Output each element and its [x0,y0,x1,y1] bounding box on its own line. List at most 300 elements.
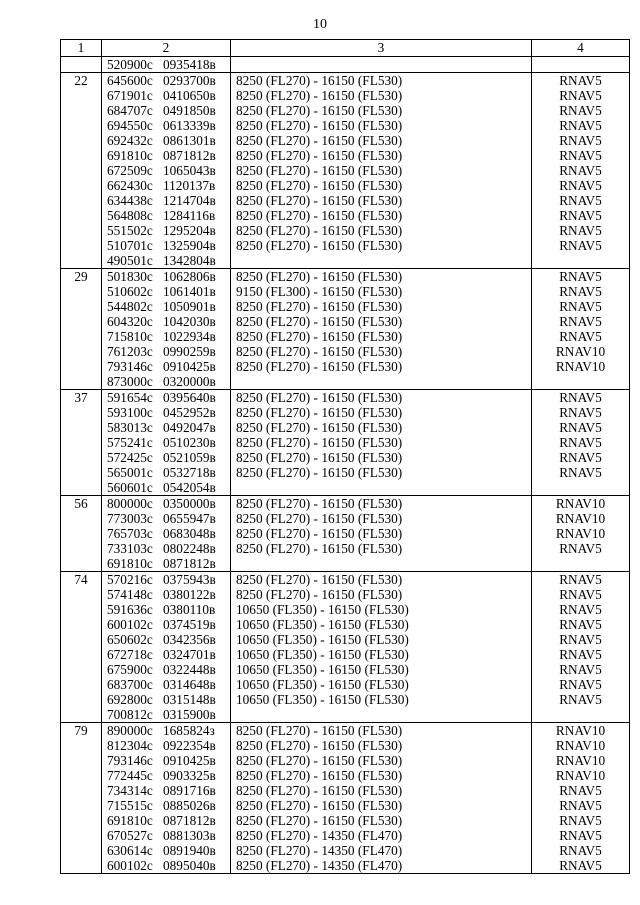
latitude: 630614с [107,843,153,858]
route-number [61,57,101,72]
latitude: 501830с [107,269,153,284]
flight-level-range: 8250 (FL270) - 16150 (FL530) [236,329,403,344]
latitude: 765703с [107,526,153,541]
coordinate-line [102,223,230,238]
nav-spec: RNAV5 [559,813,602,828]
coordinate-line [102,813,230,828]
flight-level-range: 8250 (FL270) - 16150 (FL530) [236,541,403,556]
nav-spec: RNAV5 [559,208,602,223]
coordinate-line [102,253,230,268]
latitude: 773003с [107,511,153,526]
coordinate-line [102,178,230,193]
flight-level-range: 8250 (FL270) - 16150 (FL530) [236,133,403,148]
longitude: 1120137в [163,178,216,193]
latitude: 490501с [107,253,153,268]
route-number-cell [61,57,102,73]
latitude: 761203с [107,344,153,359]
header-row [61,40,630,57]
route-number-cell [61,496,102,572]
coordinate-line [102,359,230,374]
longitude: 1061401в [163,284,216,299]
longitude: 0315148в [163,692,216,707]
flight-level-range: 8250 (FL270) - 16150 (FL530) [236,723,403,738]
flight-level-range: 8250 (FL270) - 16150 (FL530) [236,753,403,768]
coordinate-line [102,208,230,223]
flight-level-range [231,707,531,722]
flight-level-range: 8250 (FL270) - 16150 (FL530) [236,178,403,193]
latitude: 645600с [107,73,153,88]
longitude: 0903325в [163,768,216,783]
coordinate-line [102,828,230,843]
coordinate-line [102,858,230,873]
header-col-3: 3 [231,40,532,57]
coordinates-cell [102,723,231,874]
route-group-row [61,496,630,572]
coordinate-line [102,314,230,329]
nav-spec: RNAV5 [559,163,602,178]
route-group-row [61,572,630,723]
latitude: 692432с [107,133,153,148]
latitude: 574148с [107,587,153,602]
route-group-row [61,723,630,874]
coordinate-line [102,723,230,738]
coordinate-line [102,299,230,314]
flight-level-range: 8250 (FL270) - 16150 (FL530) [236,405,403,420]
coordinate-line [102,511,230,526]
nav-spec: RNAV5 [559,118,602,133]
latitude: 551502с [107,223,153,238]
longitude: 0320000в [163,374,216,389]
latitude: 544802с [107,299,153,314]
nav-spec: RNAV10 [555,753,606,768]
nav-spec: RNAV10 [555,511,606,526]
route-group-row [61,57,630,73]
nav-spec: RNAV5 [559,133,602,148]
coordinate-line [102,843,230,858]
latitude: 510701с [107,238,153,253]
flight-levels-cell [231,269,532,390]
longitude: 0922354в [163,738,216,753]
coordinates-cell [102,269,231,390]
longitude: 0380122в [163,587,216,602]
nav-spec: RNAV5 [559,843,602,858]
flight-level-range: 8250 (FL270) - 16150 (FL530) [236,572,403,587]
flight-level-range: 8250 (FL270) - 16150 (FL530) [236,269,403,284]
route-table [60,39,630,874]
route-group-row [61,269,630,390]
nav-spec: RNAV5 [559,178,602,193]
longitude: 0990259в [163,344,216,359]
nav-spec: RNAV5 [559,223,602,238]
coordinate-line [102,662,230,677]
flight-level-range: 8250 (FL270) - 14350 (FL470) [236,858,403,873]
route-group-row [61,73,630,269]
latitude: 510602с [107,284,153,299]
route-number-cell [61,572,102,723]
nav-spec [532,556,629,571]
latitude: 692800с [107,692,153,707]
longitude: 1342804в [163,253,216,268]
latitude: 734314с [107,783,153,798]
longitude: 0895040в [163,858,216,873]
nav-spec-cell [532,269,630,390]
longitude: 1295204в [163,223,216,238]
longitude: 0510230в [163,435,216,450]
coordinates-cell [102,73,231,269]
longitude: 0380110в [163,602,216,617]
latitude: 520900с [107,57,153,72]
flight-level-range: 10650 (FL350) - 16150 (FL530) [236,677,409,692]
route-number: 22 [74,73,88,88]
coordinate-line [102,602,230,617]
longitude: 0542054в [163,480,216,495]
flight-level-range: 8250 (FL270) - 16150 (FL530) [236,73,403,88]
latitude: 715515с [107,798,153,813]
latitude: 691810с [107,556,153,571]
flight-level-range [231,480,531,495]
nav-spec [532,374,629,389]
nav-spec: RNAV5 [559,73,602,88]
table-body [61,57,630,874]
latitude: 675900с [107,662,153,677]
nav-spec: RNAV5 [559,617,602,632]
coordinates-cell [102,57,231,73]
flight-levels-cell [231,572,532,723]
latitude: 684707с [107,103,153,118]
latitude: 575241с [107,435,153,450]
latitude: 733103с [107,541,153,556]
flight-levels-cell [231,390,532,496]
longitude: 0891716в [163,783,216,798]
nav-spec: RNAV5 [559,783,602,798]
flight-level-range: 8250 (FL270) - 16150 (FL530) [236,390,403,405]
nav-spec: RNAV5 [559,329,602,344]
latitude: 793146с [107,753,153,768]
flight-level-range: 8250 (FL270) - 16150 (FL530) [236,359,403,374]
longitude: 1042030в [163,314,216,329]
coordinate-line [102,798,230,813]
route-number-cell [61,390,102,496]
nav-spec: RNAV5 [559,632,602,647]
flight-level-range: 8250 (FL270) - 16150 (FL530) [236,450,403,465]
header-col-2: 2 [102,40,231,57]
flight-level-range: 8250 (FL270) - 16150 (FL530) [236,783,403,798]
page-number: 10 [313,17,327,32]
nav-spec: RNAV5 [559,587,602,602]
flight-level-range: 8250 (FL270) - 16150 (FL530) [236,163,403,178]
route-number: 79 [74,723,88,738]
coordinate-line [102,692,230,707]
longitude: 0881303в [163,828,216,843]
nav-spec: RNAV5 [559,103,602,118]
flight-level-range: 8250 (FL270) - 16150 (FL530) [236,118,403,133]
coordinate-line [102,420,230,435]
longitude: 1062806в [163,269,216,284]
longitude: 0314648в [163,677,216,692]
route-number: 56 [74,496,88,511]
longitude: 0871812в [163,148,216,163]
nav-spec [532,57,629,72]
nav-spec: RNAV5 [559,88,602,103]
flight-level-range: 8250 (FL270) - 16150 (FL530) [236,420,403,435]
nav-spec: RNAV10 [555,738,606,753]
latitude: 570216с [107,572,153,587]
latitude: 715810с [107,329,153,344]
latitude: 683700с [107,677,153,692]
latitude: 560601с [107,480,153,495]
longitude: 0350000в [163,496,216,511]
nav-spec-cell [532,496,630,572]
longitude: 1050901в [163,299,216,314]
latitude: 564808с [107,208,153,223]
flight-level-range: 8250 (FL270) - 14350 (FL470) [236,828,403,843]
coordinate-line [102,238,230,253]
coordinate-line [102,405,230,420]
route-number-cell [61,269,102,390]
flight-level-range: 8250 (FL270) - 16150 (FL530) [236,587,403,602]
latitude: 671901с [107,88,153,103]
flight-level-range: 8250 (FL270) - 16150 (FL530) [236,103,403,118]
coordinate-line [102,465,230,480]
nav-spec [532,707,629,722]
longitude: 0655947в [163,511,216,526]
longitude: 0861301в [163,133,216,148]
flight-levels-cell [231,57,532,73]
route-number: 37 [74,390,88,405]
latitude: 812304с [107,738,153,753]
longitude: 1214704в [163,193,216,208]
longitude: 0683048в [163,526,216,541]
longitude: 0452952в [163,405,216,420]
coordinate-line [102,632,230,647]
longitude: 0871812в [163,556,216,571]
latitude: 800000с [107,496,153,511]
coordinate-line [102,269,230,284]
coordinate-line [102,617,230,632]
nav-spec: RNAV5 [559,692,602,707]
longitude: 0315900в [163,707,216,722]
flight-level-range: 8250 (FL270) - 16150 (FL530) [236,738,403,753]
latitude: 593100с [107,405,153,420]
coordinate-line [102,73,230,88]
latitude: 604320с [107,314,153,329]
latitude: 890000с [107,723,153,738]
nav-spec: RNAV5 [559,450,602,465]
latitude: 873000с [107,374,153,389]
nav-spec: RNAV10 [555,359,606,374]
flight-level-range [231,556,531,571]
flight-level-range: 8250 (FL270) - 16150 (FL530) [236,465,403,480]
longitude: 0375943в [163,572,216,587]
nav-spec: RNAV5 [559,647,602,662]
flight-level-range: 8250 (FL270) - 16150 (FL530) [236,511,403,526]
longitude: 0322448в [163,662,216,677]
header-col-4: 4 [532,40,630,57]
latitude: 600102с [107,617,153,632]
flight-level-range: 10650 (FL350) - 16150 (FL530) [236,647,409,662]
nav-spec: RNAV5 [559,390,602,405]
latitude: 694550с [107,118,153,133]
flight-level-range: 10650 (FL350) - 16150 (FL530) [236,662,409,677]
coordinate-line [102,57,230,72]
longitude: 0410650в [163,88,216,103]
longitude: 0491850в [163,103,216,118]
longitude: 0324701в [163,647,216,662]
nav-spec: RNAV5 [559,572,602,587]
latitude: 793146с [107,359,153,374]
flight-level-range [231,253,531,268]
latitude: 600102с [107,858,153,873]
longitude: 0492047в [163,420,216,435]
coordinate-line [102,556,230,571]
coordinate-line [102,329,230,344]
coordinate-line [102,587,230,602]
flight-level-range: 8250 (FL270) - 16150 (FL530) [236,148,403,163]
longitude: 1065043в [163,163,216,178]
coordinate-line [102,133,230,148]
coordinate-line [102,753,230,768]
nav-spec: RNAV10 [555,496,606,511]
nav-spec: RNAV5 [559,405,602,420]
nav-spec-cell [532,723,630,874]
latitude: 691810с [107,148,153,163]
nav-spec: RNAV10 [555,723,606,738]
nav-spec: RNAV5 [559,284,602,299]
coordinate-line [102,88,230,103]
flight-level-range: 8250 (FL270) - 16150 (FL530) [236,798,403,813]
flight-level-range: 8250 (FL270) - 16150 (FL530) [236,88,403,103]
route-group-row [61,390,630,496]
coordinate-line [102,707,230,722]
coordinate-line [102,768,230,783]
longitude: 0802248в [163,541,216,556]
flight-level-range: 8250 (FL270) - 16150 (FL530) [236,223,403,238]
flight-level-range: 8250 (FL270) - 16150 (FL530) [236,496,403,511]
nav-spec: RNAV5 [559,828,602,843]
nav-spec: RNAV5 [559,541,602,556]
coordinate-line [102,526,230,541]
nav-spec: RNAV5 [559,662,602,677]
nav-spec: RNAV5 [559,602,602,617]
nav-spec: RNAV5 [559,148,602,163]
nav-spec: RNAV5 [559,798,602,813]
latitude: 650602с [107,632,153,647]
table-header [61,40,630,57]
coordinate-line [102,480,230,495]
longitude: 0910425в [163,359,216,374]
flight-level-range: 8250 (FL270) - 16150 (FL530) [236,193,403,208]
flight-level-range: 9150 (FL300) - 16150 (FL530) [236,284,403,299]
flight-level-range: 8250 (FL270) - 16150 (FL530) [236,314,403,329]
longitude: 0521059в [163,450,216,465]
coordinate-line [102,163,230,178]
nav-spec: RNAV5 [559,465,602,480]
longitude: 0395640в [163,390,216,405]
latitude: 691810с [107,813,153,828]
nav-spec: RNAV5 [559,435,602,450]
longitude: 0293700в [163,73,216,88]
latitude: 672509с [107,163,153,178]
flight-level-range: 8250 (FL270) - 16150 (FL530) [236,208,403,223]
latitude: 772445с [107,768,153,783]
coordinate-line [102,572,230,587]
route-number: 74 [74,572,88,587]
nav-spec: RNAV5 [559,269,602,284]
nav-spec-cell [532,73,630,269]
flight-levels-cell [231,73,532,269]
longitude: 0532718в [163,465,216,480]
nav-spec [532,480,629,495]
latitude: 662430с [107,178,153,193]
coordinates-cell [102,496,231,572]
nav-spec-cell [532,57,630,73]
coordinates-cell [102,390,231,496]
route-number-cell [61,723,102,874]
longitude: 0342356в [163,632,216,647]
flight-level-range: 10650 (FL350) - 16150 (FL530) [236,602,409,617]
longitude: 1685824з [163,723,215,738]
longitude: 0891940в [163,843,216,858]
nav-spec: RNAV10 [555,344,606,359]
coordinate-line [102,390,230,405]
longitude: 1022934в [163,329,216,344]
longitude: 0885026в [163,798,216,813]
nav-spec: RNAV5 [559,299,602,314]
nav-spec: RNAV5 [559,314,602,329]
latitude: 672718с [107,647,153,662]
coordinate-line [102,148,230,163]
flight-level-range: 8250 (FL270) - 16150 (FL530) [236,238,403,253]
nav-spec [532,253,629,268]
header-col-1: 1 [61,40,102,57]
flight-level-range: 8250 (FL270) - 16150 (FL530) [236,768,403,783]
longitude: 0910425в [163,753,216,768]
route-number-cell [61,73,102,269]
coordinate-line [102,118,230,133]
flight-level-range: 10650 (FL350) - 16150 (FL530) [236,692,409,707]
coordinate-line [102,193,230,208]
longitude: 0613339в [163,118,216,133]
nav-spec: RNAV10 [555,526,606,541]
coordinate-line [102,435,230,450]
coordinate-line [102,344,230,359]
coordinate-line [102,284,230,299]
route-number: 29 [74,269,88,284]
nav-spec: RNAV5 [559,193,602,208]
latitude: 634438с [107,193,153,208]
longitude: 0871812в [163,813,216,828]
flight-level-range: 8250 (FL270) - 16150 (FL530) [236,299,403,314]
latitude: 670527с [107,828,153,843]
flight-level-range: 8250 (FL270) - 16150 (FL530) [236,526,403,541]
flight-level-range [231,374,531,389]
nav-spec: RNAV5 [559,677,602,692]
coordinate-line [102,374,230,389]
latitude: 572425с [107,450,153,465]
latitude: 565001с [107,465,153,480]
flight-levels-cell [231,496,532,572]
longitude: 0374519в [163,617,216,632]
flight-level-range: 10650 (FL350) - 16150 (FL530) [236,632,409,647]
flight-level-range: 8250 (FL270) - 16150 (FL530) [236,813,403,828]
flight-level-range: 8250 (FL270) - 16150 (FL530) [236,344,403,359]
nav-spec-cell [532,390,630,496]
coordinate-line [102,450,230,465]
coordinate-line [102,677,230,692]
coordinates-cell [102,572,231,723]
longitude: 1325904в [163,238,216,253]
nav-spec: RNAV5 [559,858,602,873]
